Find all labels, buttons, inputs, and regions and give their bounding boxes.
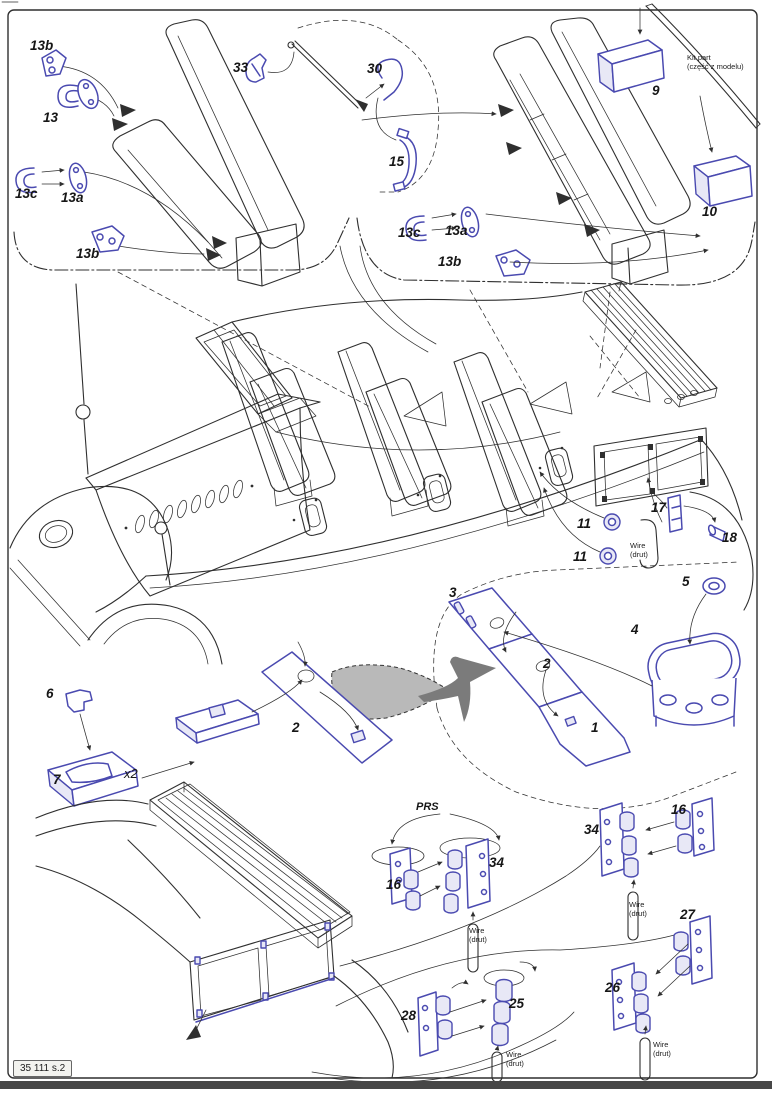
leader-arrows (118, 272, 650, 426)
part-label-6: 6 (46, 686, 54, 701)
wire-pin (640, 1038, 650, 1080)
part-4-basket (644, 629, 745, 726)
part-13-hook (58, 77, 102, 112)
hinge-group-2 (600, 798, 714, 940)
part-label-2: 2 (292, 720, 300, 735)
side-door-panel (186, 920, 334, 1040)
part-10-box (694, 156, 752, 206)
part-label-27: 27 (680, 907, 696, 922)
part-33-clip (246, 54, 266, 82)
hood-louvers (125, 479, 254, 534)
prs-note: PRS (416, 801, 439, 813)
quantity-note-x2: x2 (124, 766, 138, 781)
part-label-3: 3 (449, 585, 457, 600)
wire-note: Wire (drut) (469, 926, 487, 945)
wire-note: Wire (drut) (506, 1050, 524, 1069)
part-label-18: 18 (722, 530, 738, 545)
top-right-seat-assembly (362, 4, 760, 284)
part-27-leaf (674, 916, 712, 984)
part-34-leaf (440, 838, 500, 913)
part-label-2: 2 (543, 656, 551, 671)
hinge-group-1 (372, 814, 500, 972)
part-label-34: 34 (584, 822, 600, 837)
part-label-13: 13 (43, 110, 59, 125)
part-6-clip (66, 690, 92, 750)
part-label-16: 16 (671, 802, 687, 817)
kit-part-note: Kit part (część z modelu) (687, 53, 744, 72)
part-13b-bracket (42, 50, 66, 76)
part-label-13b: 13b (438, 254, 462, 269)
part-label-13b: 13b (30, 38, 54, 53)
part-label-9: 9 (652, 83, 660, 98)
part-9-channel (598, 8, 664, 92)
part-label-13a: 13a (445, 223, 468, 238)
part-label-11: 11 (573, 549, 588, 564)
part-label-17: 17 (651, 500, 667, 515)
part-26-leaf (612, 963, 650, 1033)
part-28-leaf (418, 983, 468, 1056)
part-label-30: 30 (367, 61, 383, 76)
part-label-13a: 13a (61, 190, 84, 205)
part-label-16: 16 (386, 877, 402, 892)
wire-note: Wire (drut) (630, 541, 648, 560)
bed-illustration (36, 782, 678, 1082)
part-label-33: 33 (233, 60, 249, 75)
part-label-34: 34 (489, 855, 505, 870)
part-label-13b: 13b (76, 246, 100, 261)
part-label-28: 28 (401, 1008, 417, 1023)
scan-edge-band (0, 1081, 772, 1089)
sheet-code-badge (13, 1060, 72, 1077)
truck-illustration (10, 282, 753, 664)
part-label-4: 4 (631, 622, 639, 637)
part-label-10: 10 (702, 204, 718, 219)
sheet-code: 35 111 s.2 (20, 1063, 66, 1074)
mid-left-parts (48, 642, 392, 806)
part-label-1: 1 (591, 720, 599, 735)
part-34-leaf-right (600, 803, 638, 877)
part-label-13c: 13c (15, 186, 38, 201)
part-7-assembled (176, 700, 259, 743)
wire-note: Wire (drut) (629, 900, 647, 919)
part-label-13c: 13c (398, 225, 421, 240)
part-label-5: 5 (682, 574, 690, 589)
part-label-26: 26 (605, 980, 621, 995)
part-label-25: 25 (509, 996, 525, 1011)
part-label-11: 11 (577, 516, 592, 531)
wire-note: Wire (drut) (653, 1040, 671, 1059)
part-label-15: 15 (389, 154, 405, 169)
top-middle-parts (246, 20, 439, 192)
footwell-steps (293, 447, 574, 537)
floor-plates-group (332, 562, 745, 809)
part-label-7: 7 (53, 772, 61, 787)
